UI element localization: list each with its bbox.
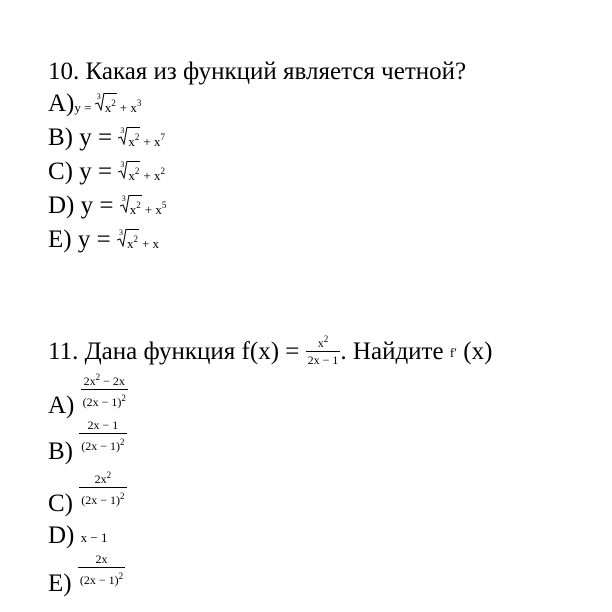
fraction-numerator: 2x (78, 552, 125, 568)
q10-option-a-y: y = (74, 99, 95, 115)
q10-option-d-label: D) y = (48, 192, 114, 219)
q10-option-d (48, 192, 166, 220)
q11-option-a-fraction (81, 370, 128, 409)
cube-root: 3 $x^2$ (118, 227, 138, 251)
q11-option-d-formula: x − 1 (80, 529, 108, 545)
q11-option-a (48, 370, 128, 420)
q11-option-d-label: D) (48, 522, 75, 549)
question-10-text: 10. Какая из функций является четной? (48, 58, 467, 85)
q10-option-b (48, 124, 165, 152)
q10-option-e-formula: 3 $x^2 + x$ (118, 227, 160, 251)
q11-option-b-fraction (79, 418, 126, 453)
q11-option-e (48, 552, 125, 598)
q11-option-e-fraction (78, 552, 125, 587)
question-10-title (48, 58, 466, 86)
q10-option-d-formula: 3 $x^2 + x^5$ (121, 193, 167, 217)
q10-option-e (48, 226, 159, 254)
question-11-title (48, 336, 492, 371)
q11-option-b-label: B) (48, 438, 73, 466)
q10-option-b-formula: 3 $x^2 + x^7$ (120, 125, 165, 149)
question-11-text-3: (x) (463, 338, 493, 366)
question-11-fprime: f′ (449, 345, 458, 361)
q11-option-c-label: C) (48, 490, 73, 518)
q10-option-a-formula: y = 3 $x^2 + x^3$ (74, 91, 142, 115)
question-11-text-2: . Найдите (340, 338, 444, 366)
q11-option-c (48, 468, 127, 518)
question-11-function-fraction (306, 332, 341, 367)
q10-option-c (48, 158, 165, 186)
fraction-denominator: $(2x - 1)^2$ (81, 437, 125, 453)
fraction-denominator: 2x − 1 (307, 353, 339, 367)
q10-option-e-label: E) y = (48, 226, 111, 253)
q10-option-c-label: C) y = (48, 158, 113, 185)
question-11-text-1: 11. Дана функция f(x) = (48, 338, 300, 366)
q10-option-a (48, 90, 141, 118)
q11-option-c-fraction (79, 468, 126, 507)
cube-root: 3 $x^2$ (121, 193, 141, 217)
fraction-numerator: $2x^2$ (79, 468, 126, 488)
q10-option-c-formula: 3 $x^2 + x^2$ (120, 159, 165, 183)
q11-option-d (48, 522, 107, 550)
fraction-denominator: $(2x - 1)^2$ (81, 491, 125, 507)
q10-option-b-label: B) y = (48, 124, 113, 151)
cube-root: 3 $x^2$ (120, 159, 140, 183)
q10-option-a-label: A) (48, 90, 75, 117)
fraction-numerator: $2x^2 - 2x$ (81, 370, 128, 390)
q11-option-b (48, 418, 127, 466)
cube-root: 3 $x^2$ (120, 125, 140, 149)
cube-root: 3 $x^2$ (96, 91, 116, 115)
q11-option-e-label: E) (48, 570, 72, 598)
fraction-numerator: $x^2$ (306, 332, 341, 352)
fraction-denominator: $(2x - 1)^2$ (79, 571, 124, 587)
q11-option-a-label: A) (48, 392, 75, 420)
fraction-numerator: 2x − 1 (79, 418, 126, 434)
fraction-denominator: $(2x - 1)^2$ (82, 393, 126, 409)
